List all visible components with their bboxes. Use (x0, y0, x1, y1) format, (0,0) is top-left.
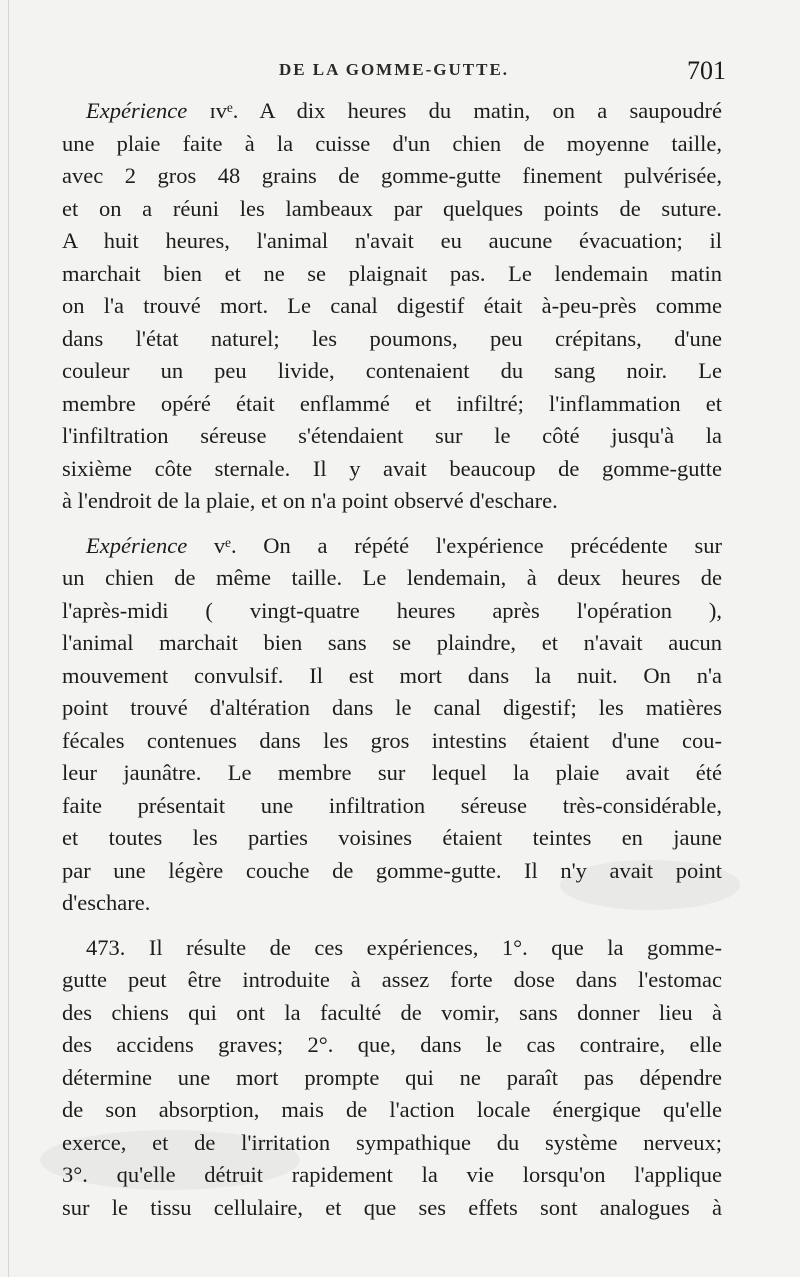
text-line: membre opéré était enflammé et infiltré; l'inflammation et (62, 390, 722, 416)
text-line: Expérience vᵉ. On a répété l'expérience précédente sur (86, 532, 723, 558)
text-line: sixième côte sternale. Il y avait beaucoup de gomme-gutte (62, 455, 722, 481)
text-line: à l'endroit de la plaie, et on n'a point observé d'eschare. (62, 488, 558, 513)
text-line: 473. Il résulte de ces expériences, 1°. que la gomme- (86, 934, 722, 960)
text-line: faite présentait une infiltration séreuse très-considérable, (62, 792, 722, 818)
text-line: d'eschare. (62, 890, 151, 915)
text-line: et on a réuni les lambeaux par quelques points de suture. (62, 195, 722, 221)
text-line: l'après-midi ( vingt-quatre heures après l'opération ), (62, 597, 722, 623)
text-line: A huit heures, l'animal n'avait eu aucune évacuation; il (62, 228, 722, 253)
text-line: marchait bien et ne se plaignait pas. Le lendemain matin (62, 260, 722, 286)
paragraph-experience-5 (62, 530, 722, 920)
text-line: Expérience ɪvᵉ. A dix heures du matin, on a saupoudré (86, 98, 722, 123)
text-line: des chiens qui ont la faculté de vomir, sans donner lieu à (62, 999, 722, 1025)
text-line: l'infiltration séreuse s'étendaient sur le côté jusqu'à la (62, 423, 722, 448)
text-line: l'animal marchait bien sans se plaindre, et n'avait aucun (62, 630, 722, 655)
text-line: un chien de même taille. Le lendemain, à deux heures de (62, 565, 722, 590)
text-line: par une légère couche de gomme-gutte. Il n'y avait point (62, 857, 722, 883)
body-text (62, 95, 722, 1224)
paragraph-experience-4 (62, 95, 722, 518)
text-line: couleur un peu livide, contenaient du sang noir. Le (62, 358, 722, 383)
paragraph-473 (62, 932, 722, 1225)
text-line: exerce, et de l'irritation sympathique du système nerveux; (62, 1129, 722, 1155)
text-line: et toutes les parties voisines étaient teintes en jaune (62, 825, 722, 850)
text-line: point trouvé d'altération dans le canal digestif; les matières (62, 695, 722, 720)
text-line: de son absorption, mais de l'action locale énergique qu'elle (62, 1097, 722, 1122)
experience-label: Expérience (86, 532, 188, 558)
page-number: 701 (687, 56, 726, 85)
text-line: mouvement convulsif. Il est mort dans la nuit. On n'a (62, 662, 722, 688)
running-title: DE LA GOMME-GUTTE. (278, 60, 510, 79)
text-line: 3°. qu'elle détruit rapidement la vie lorsqu'on l'applique (62, 1162, 722, 1187)
text-line: détermine une mort prompte qui ne paraît pas dépendre (62, 1064, 722, 1090)
text-line: des accidens graves; 2°. que, dans le cas contraire, elle (62, 1032, 722, 1057)
experience-label: Expérience (86, 98, 188, 123)
text-line: fécales contenues dans les gros intestins étaient d'une cou- (62, 727, 722, 753)
text-line: une plaie faite à la cuisse d'un chien de moyenne taille, (62, 130, 722, 156)
running-header (62, 56, 726, 94)
text-line: dans l'état naturel; les poumons, peu crépitans, d'une (62, 325, 722, 351)
text-line: sur le tissu cellulaire, et que ses effets sont analogues à (62, 1194, 722, 1220)
text-line: gutte peut être introduite à assez forte dose dans l'estomac (62, 967, 722, 992)
page-edge (8, 0, 9, 1277)
text-line: leur jaunâtre. Le membre sur lequel la plaie avait été (62, 760, 722, 785)
text-line: avec 2 gros 48 grains de gomme-gutte finement pulvérisée, (62, 163, 722, 188)
text-line: on l'a trouvé mort. Le canal digestif était à-peu-près comme (62, 293, 722, 318)
